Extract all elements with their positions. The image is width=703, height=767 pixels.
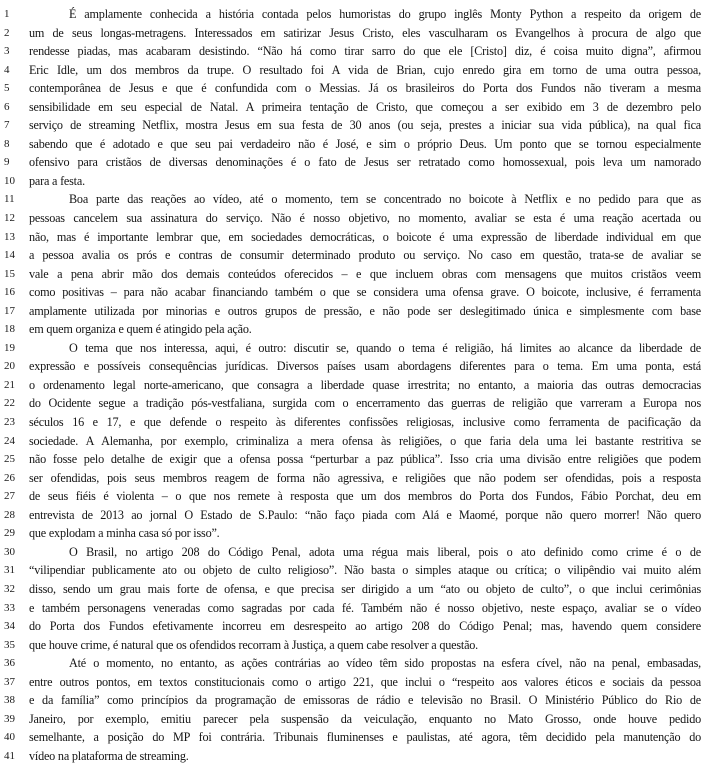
text-line [0, 654, 703, 673]
line-number: 31 [4, 564, 15, 577]
line-number: 24 [4, 434, 15, 447]
line-text: disso, sendo um grau mais forte de ofensa, e que precisa ser dirigido a um “ato ou objeto de culto”, o que inclui cerimônias [29, 581, 701, 596]
text-line [0, 561, 703, 580]
line-text: O Brasil, no artigo 208 do Código Penal, adota uma régua mais liberal, pois o ato definido como crime é o de [69, 544, 701, 559]
text-line [0, 728, 703, 747]
text-line [0, 487, 703, 506]
line-text: entrevista de 2013 ao jornal O Estado de S.Paulo: “não faço piada com Alá e Maomé, porque não quero morrer! Não quero [29, 507, 701, 522]
text-line [0, 636, 703, 655]
text-line [0, 320, 703, 339]
text-line [0, 190, 703, 209]
line-number: 34 [4, 620, 15, 633]
line-number: 38 [4, 694, 15, 707]
line-number: 11 [4, 193, 15, 206]
text-line [0, 265, 703, 284]
line-text: séculos 16 e 17, e que defende o respeito às diferentes confissões religiosas, inclusive como ferramenta de pacificação da [29, 415, 701, 430]
text-line [0, 61, 703, 80]
text-line [0, 580, 703, 599]
line-text: que explodam a minha casa só por isso”. [29, 526, 220, 541]
line-number: 14 [4, 249, 15, 262]
text-line [0, 98, 703, 117]
line-number: 41 [4, 749, 15, 762]
line-text: expressão e possíveis consequências jurídicas. Diversos países usam abordagens diferentes para o tema. Em uma ponta, está [29, 359, 701, 374]
line-number: 5 [4, 82, 10, 95]
text-line [0, 246, 703, 265]
text-line [0, 413, 703, 432]
line-text: e também personagens veneradas como sagradas por cada fé. Também não é nosso objetivo, neste espaço, avaliar se o vídeo [29, 600, 701, 615]
line-number: 23 [4, 416, 15, 429]
text-line [0, 432, 703, 451]
line-text: Janeiro, por exemplo, emitiu parecer pela suspensão da veiculação, enquanto no Mato Grosso, onde houve pedido [29, 711, 701, 726]
line-number: 37 [4, 675, 15, 688]
text-line [0, 710, 703, 729]
line-number: 18 [4, 323, 15, 336]
text-line [0, 599, 703, 618]
text-line [0, 747, 703, 766]
text-line [0, 209, 703, 228]
line-text: sociedade. A Alemanha, por exemplo, criminaliza a mera ofensa às religiões, o que faria dela uma lei bastante restritiva se [29, 433, 701, 448]
line-number: 29 [4, 527, 15, 540]
line-number: 17 [4, 304, 15, 317]
line-text: pessoas cancelem sua assinatura do serviço. Não é nosso objetivo, no momento, avaliar se esta é uma reação acertada ou [29, 211, 701, 226]
text-line [0, 172, 703, 191]
line-text: não fosse pelo detalhe de exigir que a ofensa possa “perturbar a paz pública”. Isso cria uma divisão entre religiões que podem [29, 452, 701, 467]
line-text: e da família” como princípios da programação de emissoras de rádio e televisão no Brasil. O Ministério Público do Rio de [29, 693, 701, 708]
line-number: 28 [4, 508, 15, 521]
line-text: Boa parte das reações ao vídeo, até o momento, tem se concentrado no boicote à Netflix e no pedido para que as [69, 192, 701, 207]
line-number: 27 [4, 490, 15, 503]
line-number: 33 [4, 601, 15, 614]
text-line [0, 394, 703, 413]
line-text: do Ocidente segue a tradição pós-vestfaliana, surgida com o encerramento das guerras de religião que varreram a Europa nos [29, 396, 701, 411]
text-line [0, 543, 703, 562]
text-line [0, 357, 703, 376]
text-line [0, 42, 703, 61]
text-line [0, 673, 703, 692]
text-line [0, 302, 703, 321]
line-number: 19 [4, 341, 15, 354]
line-number: 40 [4, 731, 15, 744]
line-text: em quem organiza e quem é atingido pela ação. [29, 322, 252, 337]
line-number: 1 [4, 8, 10, 20]
line-text: É amplamente conhecida a história contada pelos humoristas do grupo inglês Monty Python a respeito da origem de [69, 7, 701, 21]
text-line [0, 135, 703, 154]
line-text: do Porta dos Fundos efetivamente incorreu em desrespeito ao artigo 208 do Código Penal; mas, havendo quem considere [29, 619, 701, 634]
text-line [0, 339, 703, 358]
line-number: 8 [4, 137, 10, 150]
line-number: 30 [4, 545, 15, 558]
line-text: a pessoa avalia os prós e contras de consumir determinado produto ou serviço. No caso em questão, trata-se de avaliar se [29, 248, 701, 263]
line-number: 13 [4, 230, 15, 243]
line-number: 22 [4, 397, 15, 410]
line-text: contemporânea de Jesus e que é confundida com o Messias. Já os brasileiros do Porta dos Fundos não tiveram a mesma [29, 81, 701, 96]
text-line [0, 153, 703, 172]
line-number: 15 [4, 267, 15, 280]
line-text: vale a pena abrir mão dos demais conteúdos oferecidos – e que incluem obras com mensagens que muitos cristãos veem [29, 266, 701, 281]
text-line [0, 376, 703, 395]
text-line [0, 116, 703, 135]
text-line [0, 5, 703, 24]
line-number: 3 [4, 45, 10, 58]
line-text: semelhante, a posição do MP foi contrária. Tribunais fluminenses e paulistas, até agora, têm decidido pela manutenção do [29, 730, 701, 745]
line-number: 26 [4, 471, 15, 484]
text-line [0, 617, 703, 636]
line-text: entre outros pontos, em textos constitucionais como o artigo 221, que inclui o “respeito aos valores éticos e sociais da pessoa [29, 674, 701, 689]
line-text: vídeo na plataforma de streaming. [29, 748, 189, 763]
line-number: 16 [4, 286, 15, 299]
text-line [0, 283, 703, 302]
line-text: sabendo que é adotado e que seu pai verdadeiro não é José, e sim o próprio Deus. Um ponto que se tornou especialmente [29, 136, 701, 151]
line-number: 36 [4, 657, 15, 670]
line-text: não, mas é importante lembrar que, em sociedades democráticas, o boicote é uma expressão de liberdade individual em que [29, 229, 701, 244]
line-text: um de seus longas-metragens. Interessados em satirizar Jesus Cristo, eles vasculharam os Evangelhos à procura de algo que [29, 25, 701, 40]
line-text: sensibilidade em seu especial de Natal. A primeira tentação de Cristo, que começou a ser exibido em 3 de dezembro pelo [29, 99, 701, 114]
text-line [0, 79, 703, 98]
line-number: 12 [4, 212, 15, 225]
text-line [0, 524, 703, 543]
line-number: 21 [4, 378, 15, 391]
line-text: que houve crime, é natural que os ofendidos recorram à Justiça, a quem cabe resolver a questão. [29, 637, 479, 652]
text-line [0, 228, 703, 247]
line-number: 25 [4, 453, 15, 466]
text-line [0, 691, 703, 710]
line-text: ofensivo para cristãos de diversas denominações é o fato de Jesus ser retratado como homossexual, pois leva um namorado [29, 155, 701, 170]
line-number: 9 [4, 156, 10, 169]
text-line [0, 450, 703, 469]
line-number: 32 [4, 582, 15, 595]
text-body [0, 5, 703, 765]
line-number: 35 [4, 638, 15, 651]
line-text: Eric Idle, um dos membros da trupe. O resultado foi A vida de Brian, cujo enredo gira em torno de uma outra pessoa, [29, 62, 701, 77]
line-number: 7 [4, 119, 10, 132]
line-text: para a festa. [29, 173, 85, 188]
text-line [0, 469, 703, 488]
line-text: amplamente utilizada por minorias e outros grupos de pressão, e não pode ser deslegitimado única e simplesmente com base [29, 303, 701, 318]
line-text: serviço de streaming Netflix, mostra Jesus em sua festa de 30 anos (ou seja, prestes a iniciar sua vida pública), na qual fica [29, 118, 701, 133]
line-text: rendesse piadas, mas acabaram desistindo. “Não há como tirar sarro do que ele [Cristo] diz, é coisa muito digna”, afirmou [29, 44, 701, 59]
text-line [0, 506, 703, 525]
line-text: como positivas – para não acabar financiando também o que se considera uma ofensa grave. O boicote, inclusive, é ferramenta [29, 285, 701, 300]
line-text: Até o momento, no entanto, as ações contrárias ao vídeo têm sido propostas na esfera cível, não na penal, embasadas, [69, 656, 701, 671]
line-number: 6 [4, 100, 10, 113]
line-number: 39 [4, 712, 15, 725]
line-text: o ordenamento legal norte-americano, que consagra a liberdade quase irrestrita; no entanto, a maioria das outras democracias [29, 377, 701, 392]
line-number: 20 [4, 360, 15, 373]
line-number: 10 [4, 174, 15, 187]
line-number: 4 [4, 63, 10, 76]
line-text: O tema que nos interessa, aqui, é outro: discutir se, quando o tema é religião, há limites ao alcance da liberdade de [69, 340, 701, 355]
line-text: de seus fiéis é violenta – o que nos remete à resposta que um dos membros do Porta dos Fundos, Fábio Porchat, deu em [29, 489, 701, 504]
line-text: ser ofendidas, pois seus membros reagem de forma não agressiva, e religiões que não podem ser ofendidas, pois a resposta [29, 470, 701, 485]
line-text: “vilipendiar publicamente ato ou objeto de culto religioso”. Não basta o simples ataque ou crítica; o vilipêndio vai muito além [29, 563, 701, 578]
text-line [0, 24, 703, 43]
line-number: 2 [4, 26, 10, 39]
